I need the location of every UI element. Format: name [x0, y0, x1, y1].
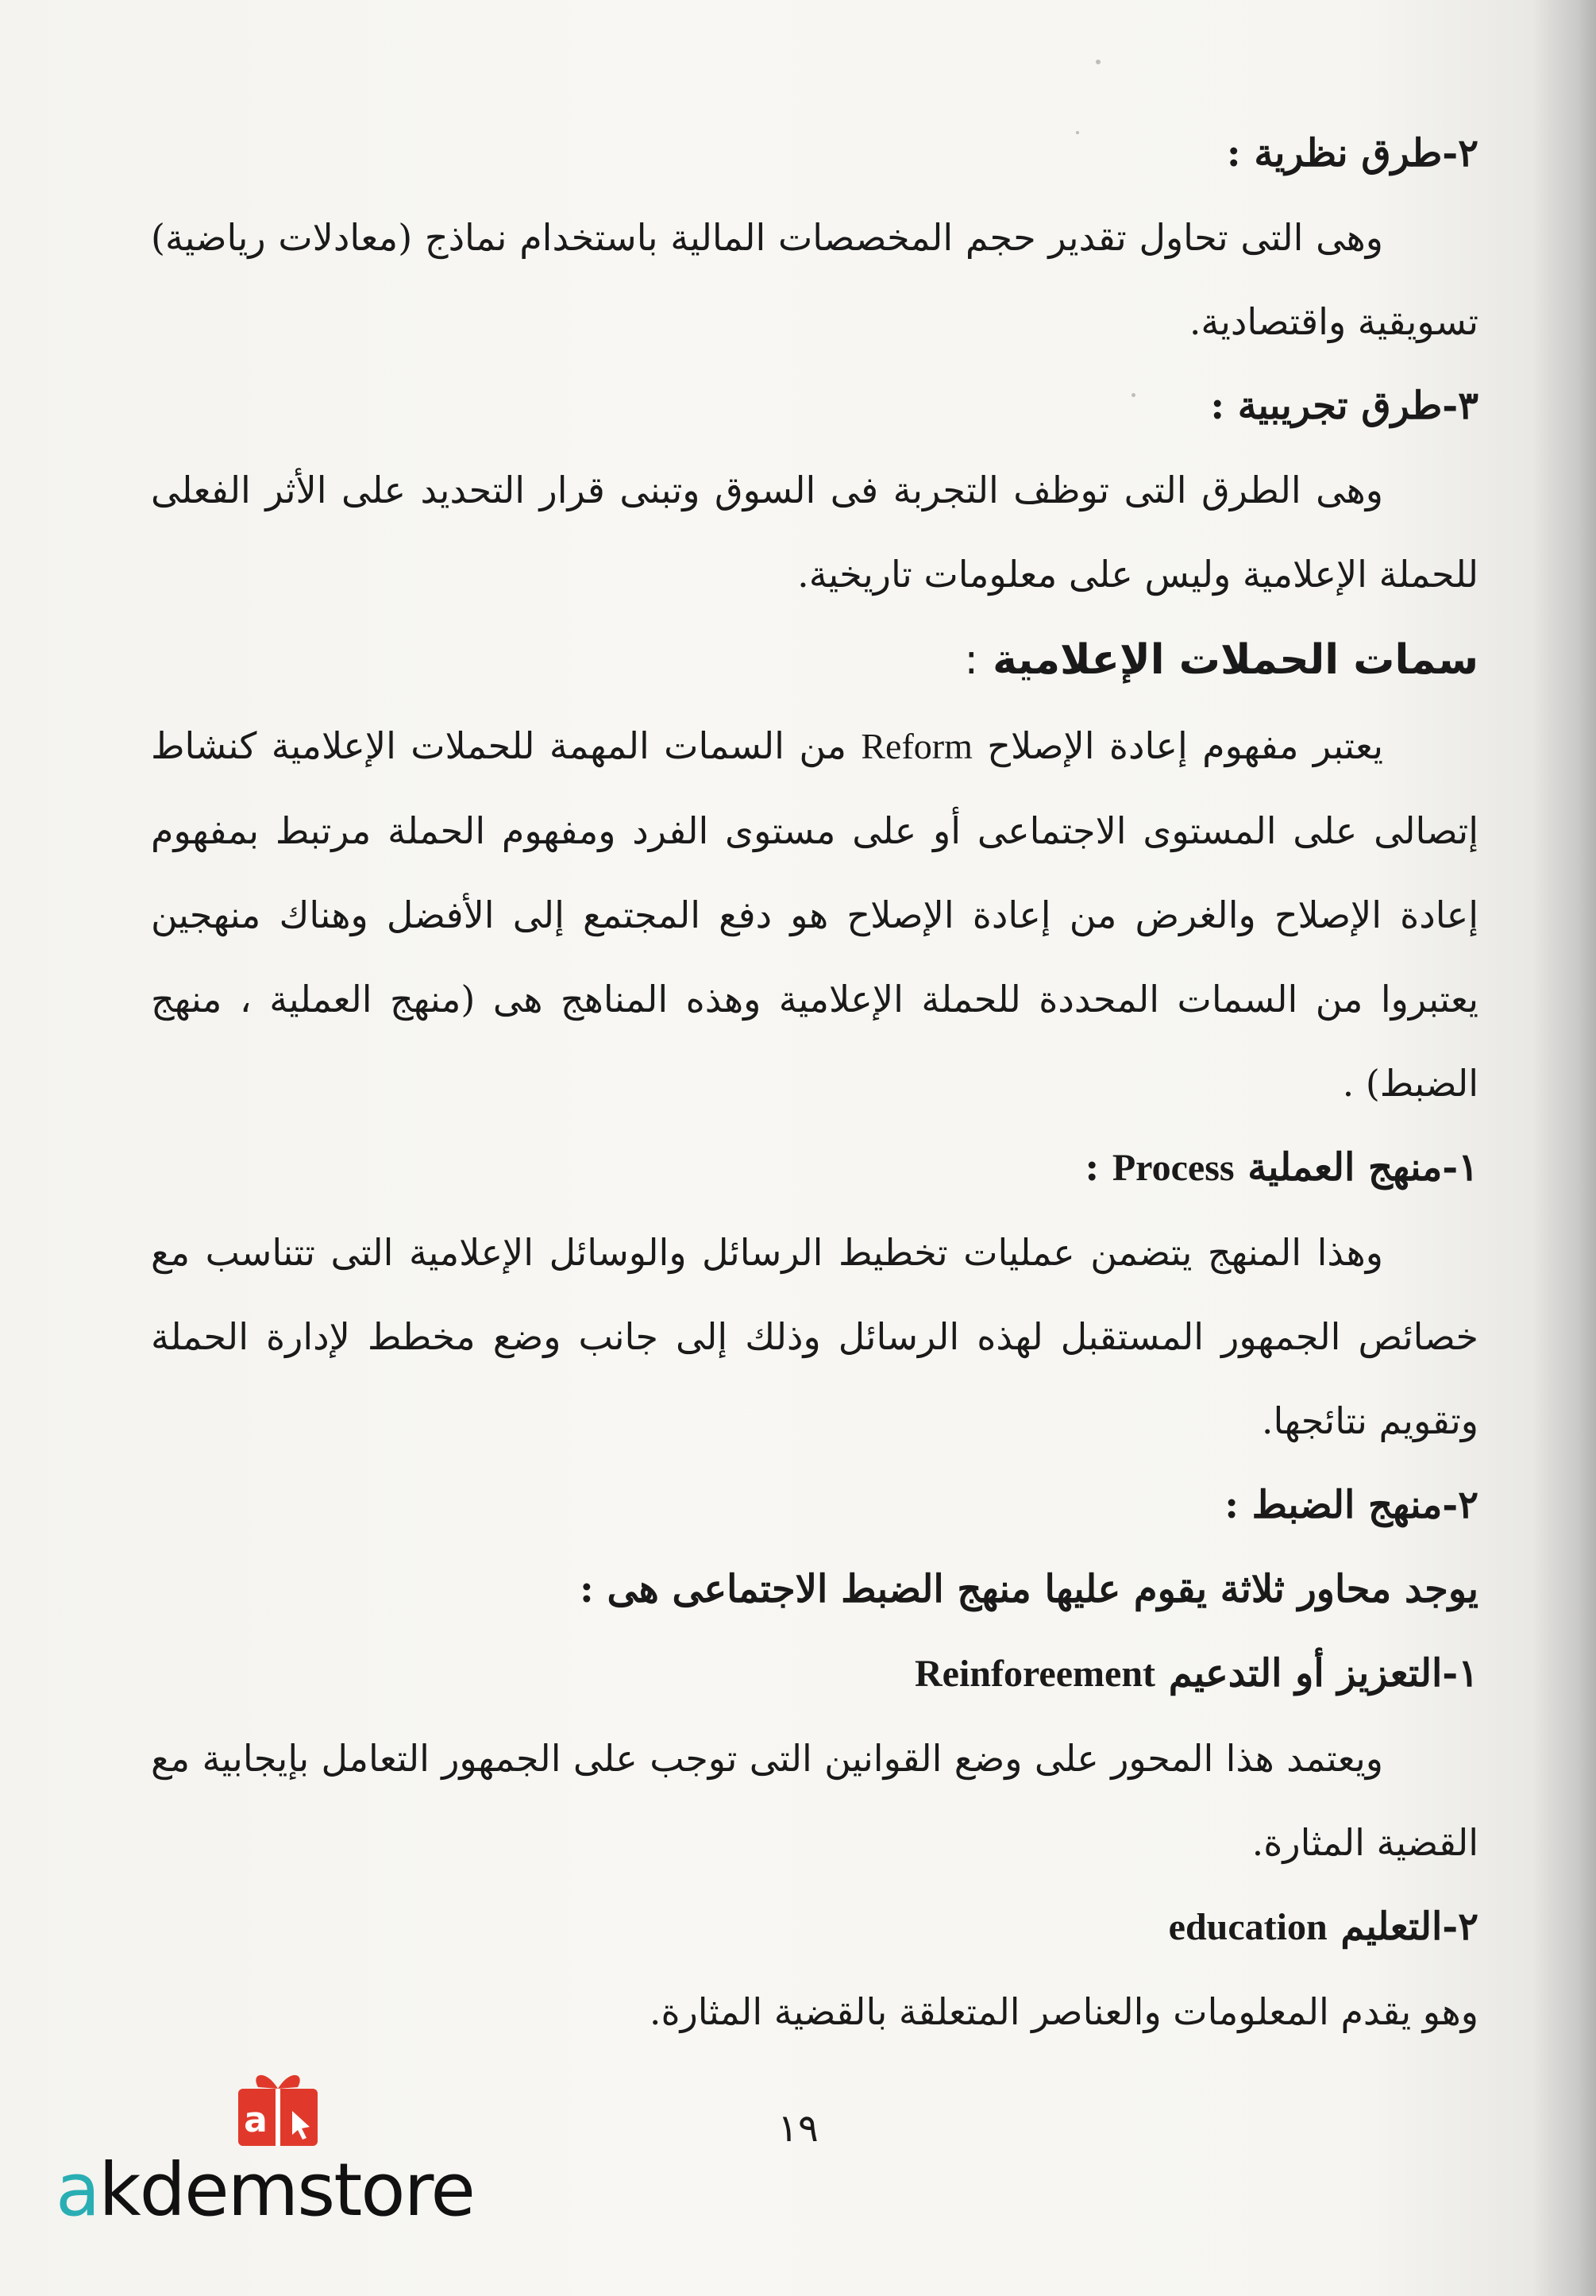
paragraph-experimental-methods: وهى الطرق التى توظف التجربة فى السوق وتبنى قرار التحديد على الأثر الفعلى للحملة الإعلامية وليس على معلومات تاريخية.: [151, 469, 1478, 596]
logo-wordmark-a: a: [56, 2147, 99, 2232]
scan-speck: [1096, 60, 1101, 64]
paragraph-campaign-features-part2: من السمات المهمة للحملات الإعلامية كنشاط إتصالى على المستوى الاجتماعى أو على مستوى الفرد ومفهوم الحملة مرتبط بمفهوم إعادة الإصلاح والغرض من إعادة الإصلاح هو دفع المجتمع إلى الأفضل وهناك منهجين يعتبروا من السمات المحددة للحملة الإعلامية وهذه المناهج هى (منهج العملية ، منهج الضبط) .: [151, 724, 1478, 1105]
page-edge-shadow: [1532, 0, 1596, 2296]
page-number: ١٩: [777, 2106, 819, 2151]
paragraph-education: وهو يقدم المعلومات والعناصر المتعلقة بالقضية المثارة.: [649, 1990, 1478, 2033]
heading-education: [151, 1885, 1478, 1970]
heading-reinforcement: [151, 1631, 1478, 1716]
page-text: [151, 111, 1478, 2054]
paragraph-campaign-features: [151, 704, 1478, 1125]
paragraph-theoretical-methods: وهى التى تحاول تقدير حجم المخصصات المالية باستخدام نماذج (معادلات رياضية) تسويقية واقتصادية.: [151, 216, 1478, 343]
term-reform: Reform: [861, 726, 973, 766]
heading-control-approach: ٢-منهج الضبط :: [1224, 1483, 1478, 1527]
heading-three-axes: يوجد محاور ثلاثة يقوم عليها منهج الضبط الاجتماعى هى :: [580, 1567, 1478, 1611]
heading-colon: :: [964, 636, 978, 684]
heading-reinforcement-text: ١-التعزيز أو التدعيم: [1168, 1651, 1478, 1696]
paragraph-campaign-features-part1: يعتبر مفهوم إعادة الإصلاح: [987, 724, 1384, 767]
paragraph-reinforcement: ويعتمد هذا المحور على وضع القوانين التى توجب على الجمهور التعامل بإيجابية مع القضية المثارة.: [151, 1737, 1478, 1864]
logo-badge-letter: a: [244, 2100, 268, 2140]
logo-wordmark: [56, 2147, 474, 2232]
heading-campaign-features-text: سمات الحملات الإعلامية: [993, 636, 1478, 684]
term-reinforcement: Reinforeement: [915, 1653, 1155, 1695]
heading-education-text: ٢-التعليم: [1340, 1904, 1478, 1949]
heading-colon: :: [1085, 1145, 1100, 1190]
term-process: Process: [1112, 1147, 1235, 1189]
heading-process-approach-text: ١-منهج العملية: [1247, 1145, 1478, 1190]
heading-process-approach: [151, 1125, 1478, 1210]
term-education: education: [1168, 1906, 1328, 1948]
heading-theoretical-methods: ٢-طرق نظرية :: [1226, 131, 1478, 176]
book-gift-icon: [222, 2065, 333, 2152]
akdemstore-logo: [56, 2065, 500, 2232]
heading-experimental-methods: ٣-طرق تجريبية :: [1210, 384, 1478, 428]
heading-campaign-features: [151, 616, 1478, 704]
logo-wordmark-rest: kdemstore: [98, 2147, 474, 2232]
paragraph-process-approach: وهذا المنهج يتضمن عمليات تخطيط الرسائل والوسائل الإعلامية التى تتناسب مع خصائص الجمهور المستقبل لهذه الرسائل وذلك إلى جانب وضع مخطط لإدارة الحملة وتقويم نتائجها.: [151, 1231, 1478, 1442]
